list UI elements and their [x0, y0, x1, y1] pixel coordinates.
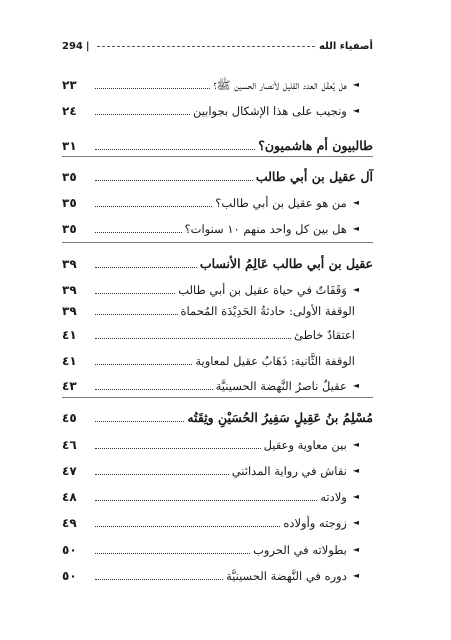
toc-entry-title: دوره في النَّهضة الحسينيَّة: [225, 569, 347, 583]
toc-entry-title: عقيلٌ ناصرُ النَّهضة الحسينيَّة: [215, 379, 347, 393]
toc-entry-title-group: [195, 352, 373, 370]
toc-entry-title-group: [256, 168, 373, 186]
dot-leader: [95, 206, 212, 207]
toc-entry-title-group: [258, 137, 373, 155]
bullet-triangle-icon: ◄: [352, 518, 359, 527]
section-divider: [62, 242, 373, 243]
toc-entry[interactable]: [62, 164, 373, 186]
toc-entry-title: آل عقيل بن أبي طالب: [255, 169, 373, 184]
toc-entry[interactable]: [62, 348, 373, 370]
section-divider: [62, 156, 373, 157]
toc-entry[interactable]: [62, 190, 373, 212]
dot-leader: [95, 389, 213, 390]
toc-entry-page-number: ٥٠: [62, 569, 77, 583]
toc-entry-page-number: ٤٦: [62, 438, 77, 452]
toc-entry-title-group: [215, 194, 373, 212]
toc-entry-title: بطولاته في الحروب: [253, 543, 347, 557]
toc-entry-title: طالبيون أم هاشميون؟: [258, 138, 373, 153]
toc-entry-title: اعتقادٌ خاطئ: [294, 328, 355, 342]
toc-entry-page-number: ٣٥: [62, 196, 77, 210]
dot-leader: [95, 314, 178, 315]
toc-entry-title: الوقفة الأولى: حادثةُ الحَدِيْدَة المُحماة: [180, 304, 355, 318]
dot-leader: [95, 579, 223, 580]
toc-entry-title: عقيل بن أبي طالب عَالِمُ الأنساب: [199, 256, 373, 271]
dot-leader: [95, 448, 261, 449]
dot-leader: [95, 267, 197, 268]
toc-entry-page-number: ٢٤: [62, 104, 77, 118]
dot-leader: [95, 88, 210, 89]
toc-entry-title: بين معاوية وعقيل: [263, 438, 347, 452]
toc-entry-title: زوجته وأولاده: [283, 516, 347, 530]
bullet-triangle-icon: ◄: [352, 106, 359, 115]
toc-entry[interactable]: [62, 405, 373, 427]
toc-entry-page-number: ٤١: [62, 354, 77, 368]
bullet-triangle-icon: ◄: [352, 80, 359, 89]
bullet-triangle-icon: ◄: [352, 440, 359, 449]
toc-entry-title: وَقَفَاتٌ في حياة عقيل بن أبي طالب: [178, 283, 347, 297]
toc-entry-title-group: [264, 436, 373, 454]
toc-entry-title-group: [320, 488, 373, 506]
dot-leader: [95, 232, 182, 233]
book-title: أصفياء الله: [318, 40, 373, 52]
toc-entry-page-number: ٣٩: [62, 304, 77, 318]
toc-entry-page-number: ٥٠: [62, 543, 77, 557]
toc-entry-page-number: ٤٣: [62, 379, 77, 393]
toc-entry-title: من هو عقيل بن أبي طالب؟: [215, 196, 347, 210]
toc-entry[interactable]: [62, 537, 373, 559]
toc-entry-title-group: [200, 255, 373, 273]
toc-entry-title-group: [216, 377, 373, 395]
toc-entry[interactable]: [62, 484, 373, 506]
toc-entry[interactable]: [62, 251, 373, 273]
dot-leader: [95, 421, 184, 422]
toc-entry[interactable]: [62, 373, 373, 395]
toc-entry-page-number: ٤٧: [62, 464, 77, 478]
toc-entry-title-group: [187, 409, 373, 427]
toc-entry[interactable]: [62, 298, 373, 320]
toc-entry[interactable]: [62, 72, 373, 94]
toc-entry[interactable]: [62, 216, 373, 238]
toc-entry-title-group: [253, 541, 373, 559]
toc-entry[interactable]: [62, 133, 373, 155]
toc-entry-page-number: ٤٩: [62, 516, 77, 530]
dot-leader: [95, 149, 255, 150]
dot-leader: [95, 364, 192, 365]
toc-entry-page-number: ٤١: [62, 328, 77, 342]
toc-entry-title: ونجيب على هذا الإشكال بجوابين: [192, 104, 347, 118]
toc-entry[interactable]: [62, 510, 373, 532]
bullet-triangle-icon: ◄: [352, 381, 359, 390]
toc-entry-title: ولادته: [320, 490, 347, 504]
dot-leader: [95, 114, 190, 115]
toc-entry-title-group: [181, 302, 373, 320]
toc-entry[interactable]: [62, 563, 373, 585]
toc-entry-title-group: [294, 326, 373, 344]
bullet-triangle-icon: ◄: [352, 285, 359, 294]
dot-leader: [95, 474, 229, 475]
toc-entry-title: هل بين كل واحد منهم ١٠ سنوات؟: [184, 222, 347, 236]
toc-entry-page-number: ٣٥: [62, 222, 77, 236]
section-divider: [62, 397, 373, 398]
dot-leader: [95, 526, 280, 527]
toc-entry-title-group: [213, 76, 373, 94]
bullet-triangle-icon: ◄: [352, 466, 359, 475]
toc-entry[interactable]: [62, 458, 373, 480]
toc-entry[interactable]: [62, 98, 373, 120]
bullet-triangle-icon: ◄: [352, 198, 359, 207]
toc-entry-title-group: [226, 567, 373, 585]
toc-entry-title-group: [178, 281, 373, 299]
toc-entry-title: نقاش في رواية المدائني: [231, 464, 347, 478]
toc-entry-title: مُسْلِمُ بنُ عَقِيلٍ سَفِيرُ الحُسَيْنِ وثِقَتُه: [187, 410, 373, 425]
toc-entry-title-group: [193, 102, 373, 120]
toc-entry-title-group: [185, 220, 373, 238]
toc-entry-title-group: [283, 514, 373, 532]
toc-entry-title: الوقفة الثَّانية: ذَهَابُ عقيل لمعاوية: [195, 354, 355, 368]
toc-entry-page-number: ٣٩: [62, 283, 77, 297]
toc-entry-title-group: [232, 462, 373, 480]
page-number: 294: [62, 40, 83, 52]
toc-entry[interactable]: [62, 277, 373, 299]
toc-entry-title: هل يُعقَل العدد القليل لأنصار الحسين ﷺ؟: [213, 78, 347, 92]
header-separator: |: [85, 40, 90, 52]
toc-entry-page-number: ٣١: [62, 139, 77, 153]
dot-leader: [95, 338, 291, 339]
toc-entry-page-number: ٤٨: [62, 490, 77, 504]
toc-entry-page-number: ٣٩: [62, 257, 77, 271]
dot-leader: [95, 553, 250, 554]
dot-leader: [95, 180, 253, 181]
bullet-triangle-icon: ◄: [352, 224, 359, 233]
toc-entry[interactable]: [62, 432, 373, 454]
toc-entry-page-number: ٢٣: [62, 78, 77, 92]
toc-entry-page-number: ٤٥: [62, 411, 77, 425]
dot-leader: [95, 293, 175, 294]
bullet-triangle-icon: ◄: [352, 492, 359, 501]
bullet-triangle-icon: ◄: [352, 545, 359, 554]
toc-entry[interactable]: [62, 322, 373, 344]
toc-entry-page-number: ٣٥: [62, 170, 77, 184]
dot-leader: [95, 500, 317, 501]
bullet-triangle-icon: ◄: [352, 571, 359, 580]
